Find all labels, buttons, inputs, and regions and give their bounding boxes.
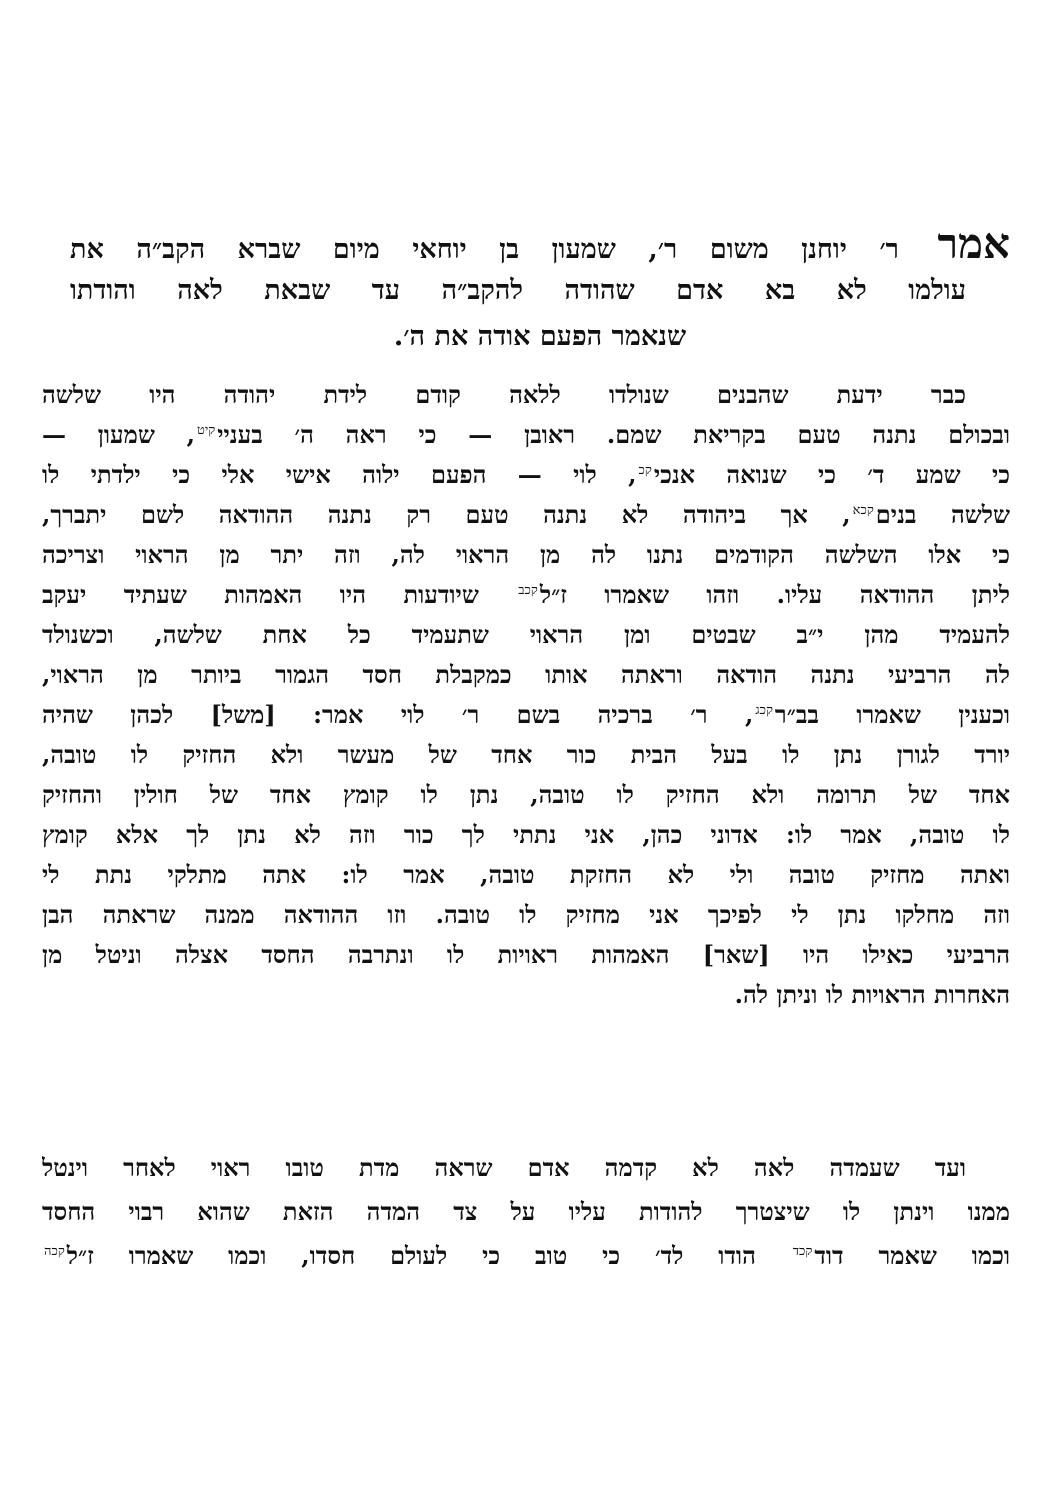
footnote-marker: קיט bbox=[197, 423, 216, 438]
text-line bbox=[42, 1146, 1010, 1190]
footnote-marker: קכב bbox=[518, 583, 538, 598]
text-line bbox=[42, 615, 1010, 655]
text-line bbox=[42, 855, 1010, 895]
line-text: הרביעי כאילו היו [שאר] האמהות ראויות לו ונתרבה החסד אצלה וניטל מן bbox=[42, 940, 1010, 969]
footnote-marker: קכ bbox=[638, 463, 652, 478]
line-text: כי שמע ד׳ כי שנואה אנכי bbox=[653, 460, 1010, 489]
text-line bbox=[42, 815, 1010, 855]
line-text: יורד לגורן נתן לו בעל הבית כור אחד של מעשר ולא החזיק לו טובה, bbox=[42, 740, 1010, 769]
line-text-continuation: הודו לד׳ כי טוב כי לעולם חסדו, וכמו שאמרו ז״ל bbox=[66, 1241, 791, 1270]
line-text: ואתה מחזיק טובה ולי לא החזקת טובה, אמר לו: אתה מתלקי נתת לי bbox=[42, 860, 1010, 889]
text-line bbox=[42, 775, 1010, 815]
line-text: וכענין שאמרו בב״ר bbox=[774, 700, 1010, 729]
line-text: לה הרביעי נתנה הודאה וראתה אותו כמקבלת חסד הגמור ביותר מן הראוי, bbox=[42, 660, 1010, 689]
line-text-continuation: , ר׳ ברכיה בשם ר׳ לוי אמר: [משל] לכהן שהיה bbox=[42, 700, 754, 729]
text-line bbox=[42, 1234, 1010, 1278]
paragraph-2 bbox=[42, 1146, 1010, 1278]
text-line bbox=[42, 975, 1010, 1015]
line-text-continuation: שיודעות היו האמהות שעתיד יעקב bbox=[42, 580, 517, 609]
lead-word: אמר bbox=[937, 222, 1010, 268]
heading-line-1 bbox=[70, 222, 1010, 268]
text-line bbox=[42, 575, 1010, 615]
line-text: שלשה בנים bbox=[875, 500, 1010, 529]
line-text: להעמיד מהן י״ב שבטים ומן הראוי שתעמיד כל אחת שלשה, וכשנולד bbox=[42, 620, 1010, 649]
footnote-marker: קכה bbox=[44, 1244, 65, 1259]
line-text-continuation: , לוי — הפעם ילוה אישי אלי כי ילדתי לו bbox=[42, 460, 637, 489]
text-line bbox=[42, 495, 1010, 535]
opening-statement bbox=[70, 222, 1010, 360]
paragraph-1 bbox=[42, 375, 1010, 1015]
text-line bbox=[42, 535, 1010, 575]
text-line bbox=[42, 375, 1010, 415]
text-line bbox=[42, 695, 1010, 735]
line-text: כבר ידעת שהבנים שנולדו ללאה קודם לידת יהודה היו שלשה bbox=[42, 380, 966, 409]
text-line bbox=[42, 1190, 1010, 1234]
heading-line-1-text: ר׳ יוחנן משום ר׳, שמעון בן יוחאי מיום שברא הקב״ה את bbox=[70, 234, 899, 265]
footnote-marker: קכג bbox=[755, 703, 773, 718]
line-text: ובכולם נתנה טעם בקריאת שמם. ראובן — כי ראה ה׳ בעניי bbox=[217, 420, 1010, 449]
heading-line-2: עולמו לא בא אדם שהודה להקב״ה עד שבאת לאה והודתו bbox=[70, 275, 966, 306]
footnote-marker: קכא bbox=[852, 503, 874, 518]
footnote-marker: קכד bbox=[792, 1244, 813, 1259]
text-line bbox=[42, 735, 1010, 775]
line-text: ליתן ההודאה עליו. וזהו שאמרו ז״ל bbox=[539, 580, 1010, 609]
line-text: כי אלו השלשה הקודמים נתנו לה מן הראוי לה, וזה יתר מן הראוי וצריכה bbox=[42, 540, 1010, 569]
text-line bbox=[42, 895, 1010, 935]
text-line bbox=[42, 935, 1010, 975]
text-line bbox=[42, 415, 1010, 455]
line-text-continuation: , שמעון — bbox=[42, 420, 195, 449]
text-line bbox=[42, 455, 1010, 495]
line-text-continuation: , אך ביהודה לא נתנה טעם רק נתנה ההודאה לשם יתברך, bbox=[42, 500, 851, 529]
line-text: וכמו שאמר דוד bbox=[814, 1241, 1010, 1270]
heading-line-3: שנאמר הפעם אודה את ה׳. bbox=[393, 321, 687, 352]
line-text: לו טובה, אמר לו: אדוני כהן, אני נתתי לך כור וזה לא נתן לך אלא קומץ bbox=[42, 820, 1010, 849]
line-text: האחרות הראויות לו וניתן לה. bbox=[734, 980, 1010, 1009]
text-line bbox=[42, 655, 1010, 695]
line-text: ממנו וינתן לו שיצטרך להודות עליו על צד המדה הזאת שהוא רבוי החסד bbox=[42, 1197, 1010, 1226]
line-text: אחד של תרומה ולא החזיק לו טובה, נתן לו קומץ אחד של חולין והחזיק bbox=[42, 780, 1010, 809]
line-text: וזה מחלקו נתן לי לפיכך אני מחזיק לו טובה. וזו ההודאה ממנה שראתה הבן bbox=[42, 900, 1010, 929]
line-text: ועד שעמדה לאה לא קדמה אדם שראה מדת טובו ראוי לאחר וינטל bbox=[42, 1153, 966, 1182]
